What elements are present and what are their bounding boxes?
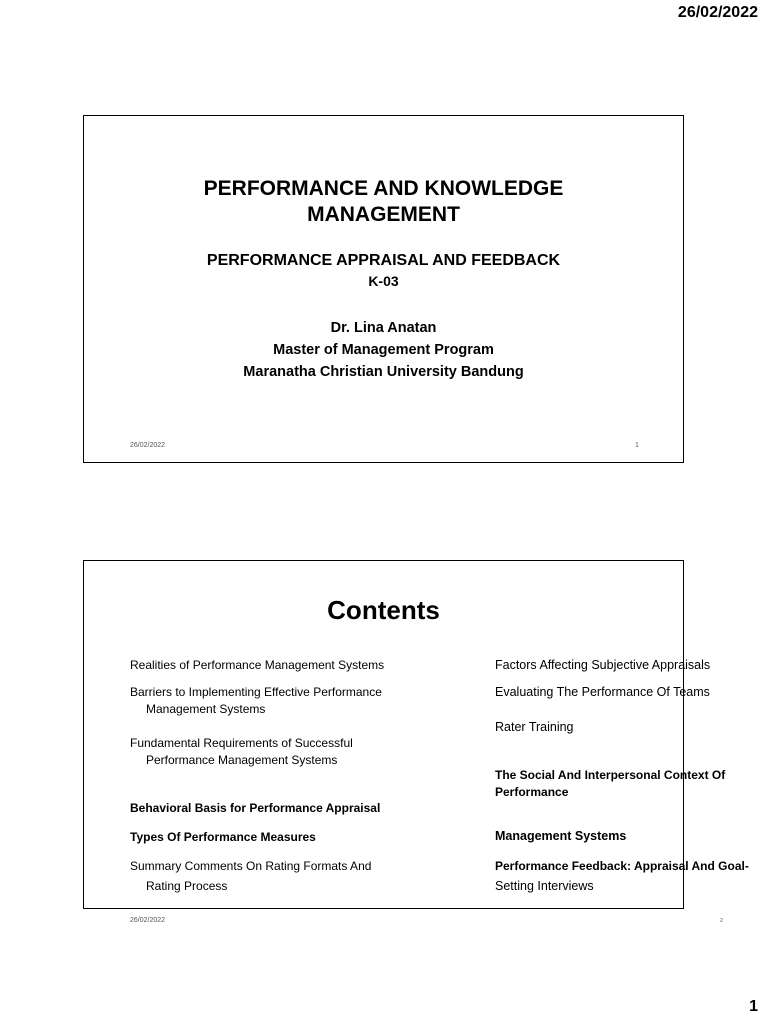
slide-footer-number: 2	[720, 918, 723, 924]
toc-right-item	[495, 828, 626, 845]
program-name: Master of Management Program	[273, 342, 494, 358]
course-code: K-03	[368, 273, 399, 289]
toc-right-item	[495, 856, 749, 896]
toc-line: Evaluating The Performance Of Teams	[495, 685, 710, 699]
presentation-subtitle: PERFORMANCE APPRAISAL AND FEEDBACK	[206, 252, 561, 269]
toc-left-item	[130, 856, 371, 896]
toc-left-item	[130, 657, 384, 674]
toc-line: Management Systems	[146, 702, 266, 716]
toc-line: Barriers to Implementing Effective Performance	[130, 685, 382, 699]
contents-title: Contents	[327, 595, 440, 625]
title-line-2: MANAGEMENT	[307, 203, 460, 226]
toc-line: Fundamental Requirements of Successful	[130, 736, 353, 750]
toc-line: Behavioral Basis for Performance Appraisal	[130, 801, 381, 815]
toc-line: Rater Training	[495, 720, 574, 734]
slide-title	[83, 115, 684, 463]
toc-line: Rating Process	[146, 879, 228, 893]
author-name: Dr. Lina Anatan	[330, 320, 437, 336]
toc-left-item	[130, 684, 382, 718]
toc-line: Summary Comments On Rating Formats And	[130, 859, 372, 873]
toc-right-item	[495, 657, 710, 674]
toc-line: Performance Management Systems	[146, 753, 338, 767]
slide-footer-date: 26/02/2022	[130, 917, 166, 924]
page-date: 26/02/2022	[677, 4, 758, 21]
toc-line: Types Of Performance Measures	[130, 830, 316, 844]
toc-left-item	[130, 829, 316, 846]
toc-left-item	[130, 800, 380, 817]
toc-line: Management Systems	[495, 829, 627, 843]
toc-line: Performance	[495, 785, 569, 799]
author-block	[84, 317, 683, 383]
slide-footer-date: 26/02/2022	[130, 442, 166, 449]
toc-line: Performance Feedback: Appraisal And Goal-	[495, 859, 749, 873]
toc-line: Factors Affecting Subjective Appraisals	[495, 658, 711, 672]
toc-right-item	[495, 684, 710, 701]
toc-right-item	[495, 719, 574, 736]
toc-line: Realities of Performance Management Systems	[130, 658, 385, 672]
university-name: Maranatha Christian University Bandung	[243, 364, 524, 380]
slide-contents	[83, 560, 749, 924]
title-line-1: PERFORMANCE AND KNOWLEDGE	[203, 177, 564, 200]
presentation-title	[84, 176, 683, 228]
toc-line: Setting Interviews	[495, 879, 594, 893]
toc-line: The Social And Interpersonal Context Of	[495, 768, 726, 782]
page-number: 1	[749, 998, 758, 1015]
toc-right-item	[495, 767, 725, 801]
slide-footer-number: 1	[635, 442, 639, 449]
toc-left-item	[130, 735, 353, 769]
